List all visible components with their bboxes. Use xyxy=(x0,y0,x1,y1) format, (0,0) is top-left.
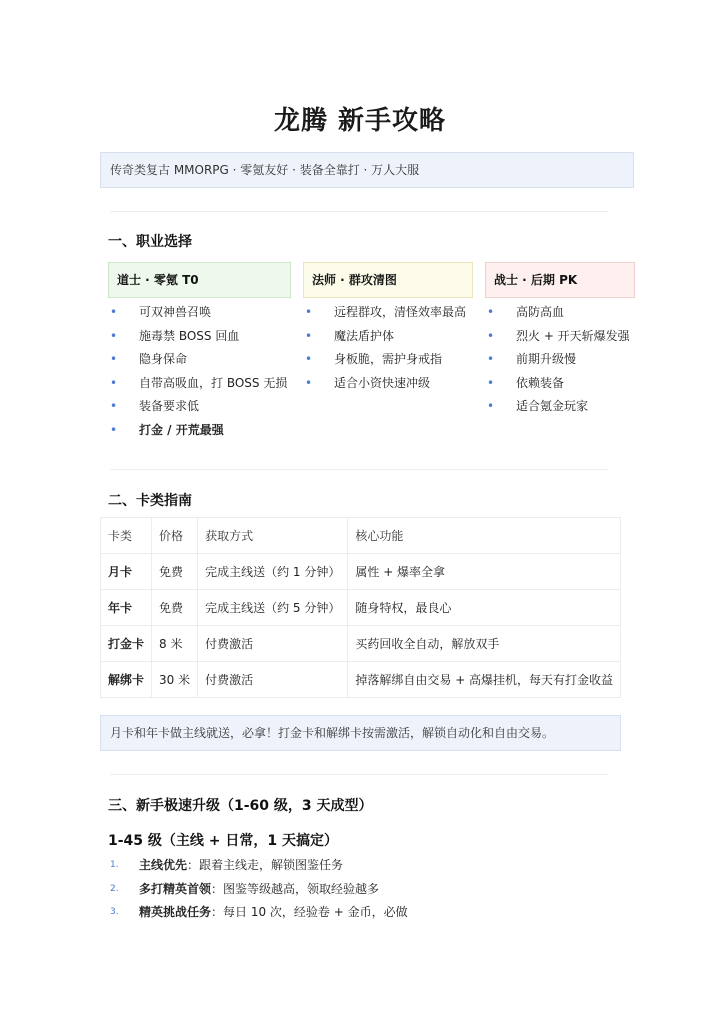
list-item xyxy=(303,372,466,396)
table-row xyxy=(101,554,621,590)
list-item-text: 前期升级慢 xyxy=(516,352,577,367)
bullet-icon: • xyxy=(110,375,118,390)
list-item-text: 施毒禁 BOSS 回血 xyxy=(139,328,240,343)
table-cell: 掉落解绑自由交易 + 高爆挂机，每天有打金收益 xyxy=(348,662,621,698)
list-item-text: 装备要求低 xyxy=(139,399,200,414)
table-cell: 打金卡 xyxy=(101,626,152,662)
step-text: ：跟着主线走，解锁图鉴任务 xyxy=(187,858,344,872)
section-title-classes: 一、职业选择 xyxy=(108,234,192,250)
bullet-icon: • xyxy=(487,375,495,390)
step-number: 1. xyxy=(110,860,119,870)
step-text: ：图鉴等级越高，领取经验越多 xyxy=(211,881,380,896)
table-cell: 月卡 xyxy=(101,554,152,590)
step-label: 多打精英首领 xyxy=(139,881,212,896)
bullet-icon: • xyxy=(305,305,313,319)
table-cell: 随身特权，最良心 xyxy=(348,590,621,626)
step-number: 3. xyxy=(110,907,119,918)
table-header-cell: 获取方式 xyxy=(198,518,348,554)
divider xyxy=(110,469,608,470)
table-header-cell: 卡类 xyxy=(101,518,152,554)
list-item-text: 高防高血 xyxy=(516,305,565,319)
list-item xyxy=(108,854,408,878)
table-cell: 8 米 xyxy=(152,626,198,662)
list-item xyxy=(303,348,466,372)
table-cell: 属性 + 爆率全拿 xyxy=(348,554,621,590)
table-cell: 免费 xyxy=(152,554,198,590)
table-cell: 完成主线送（约 5 分钟） xyxy=(198,590,348,626)
card-note: 月卡和年卡做主线就送，必拿！打金卡和解绑卡按需激活，解锁自动化和自由交易。 xyxy=(100,715,621,751)
list-item xyxy=(108,325,287,349)
card-table xyxy=(100,517,621,698)
list-item xyxy=(108,878,408,902)
list-item xyxy=(108,301,287,325)
list-item-text: 魔法盾护体 xyxy=(334,328,395,343)
bullet-icon: • xyxy=(110,305,118,319)
table-cell: 解绑卡 xyxy=(101,662,152,698)
table-cell: 年卡 xyxy=(101,590,152,626)
table-row xyxy=(101,590,621,626)
class-points-taoist xyxy=(108,301,287,443)
table-cell: 完成主线送（约 1 分钟） xyxy=(198,554,348,590)
list-item xyxy=(108,395,287,419)
class-header-warrior: 战士 · 后期 PK xyxy=(485,262,635,298)
step-text: ：每日 10 次，经验卷 + 金币，必做 xyxy=(211,905,408,920)
step-label: 主线优先 xyxy=(139,858,188,872)
list-item-text: 自带高吸血，打 BOSS 无损 xyxy=(139,375,288,390)
bullet-icon: • xyxy=(487,328,495,343)
leveling-steps xyxy=(108,854,408,925)
table-row xyxy=(101,626,621,662)
list-item xyxy=(108,348,287,372)
table-cell: 付费激活 xyxy=(198,662,348,698)
table-row xyxy=(101,662,621,698)
bullet-icon: • xyxy=(487,305,495,319)
list-item xyxy=(108,372,287,396)
bullet-icon: • xyxy=(110,399,118,414)
list-item xyxy=(108,419,287,443)
bullet-icon: • xyxy=(110,352,118,367)
table-cell: 免费 xyxy=(152,590,198,626)
class-header-mage: 法师 · 群攻清图 xyxy=(303,262,473,298)
page-title: 龙腾 新手攻略 xyxy=(273,106,447,136)
list-item-text: 可双神兽召唤 xyxy=(139,305,212,319)
class-points-warrior xyxy=(485,301,630,419)
bullet-icon: • xyxy=(305,352,313,367)
step-number: 2. xyxy=(110,883,119,894)
bullet-icon: • xyxy=(110,422,118,437)
bullet-icon: • xyxy=(305,375,313,390)
list-item xyxy=(108,901,408,925)
list-item-text: 烈火 + 开天斩爆发强 xyxy=(516,328,630,343)
bullet-icon: • xyxy=(110,328,118,343)
table-cell: 30 米 xyxy=(152,662,198,698)
list-item xyxy=(485,395,630,419)
list-item xyxy=(485,325,630,349)
bullet-icon: • xyxy=(487,352,495,367)
class-points-mage xyxy=(303,301,466,395)
list-item xyxy=(303,301,466,325)
step-label: 精英挑战任务 xyxy=(139,905,212,920)
table-header-cell: 核心功能 xyxy=(348,518,621,554)
list-item-text: 远程群攻，清怪效率最高 xyxy=(334,305,467,319)
divider xyxy=(110,211,608,212)
section-title-cards: 二、卡类指南 xyxy=(108,493,192,509)
divider xyxy=(110,774,608,775)
list-item-text: 适合小资快速冲级 xyxy=(334,375,431,390)
list-item-text: 打金 / 开荒最强 xyxy=(139,422,224,437)
list-item-text: 依赖装备 xyxy=(516,375,565,390)
list-item-text: 身板脆，需护身戒指 xyxy=(334,352,443,367)
class-header-taoist: 道士 · 零氪 T0 xyxy=(108,262,291,298)
list-item xyxy=(485,348,630,372)
table-cell: 买药回收全自动，解放双手 xyxy=(348,626,621,662)
list-item xyxy=(303,325,466,349)
list-item xyxy=(485,301,630,325)
leveling-subtitle: 1-45 级（主线 + 日常，1 天搞定） xyxy=(108,833,339,849)
table-header-cell: 价格 xyxy=(152,518,198,554)
section-title-leveling: 三、新手极速升级（1-60 级，3 天成型） xyxy=(108,798,373,814)
bullet-icon: • xyxy=(305,328,313,343)
intro-banner: 传奇类复古 MMORPG · 零氪友好 · 装备全靠打 · 万人大服 xyxy=(100,152,634,188)
table-cell: 付费激活 xyxy=(198,626,348,662)
list-item-text: 适合氪金玩家 xyxy=(516,399,589,414)
list-item-text: 隐身保命 xyxy=(139,352,188,367)
bullet-icon: • xyxy=(487,399,495,414)
table-header-row xyxy=(101,518,621,554)
list-item xyxy=(485,372,630,396)
